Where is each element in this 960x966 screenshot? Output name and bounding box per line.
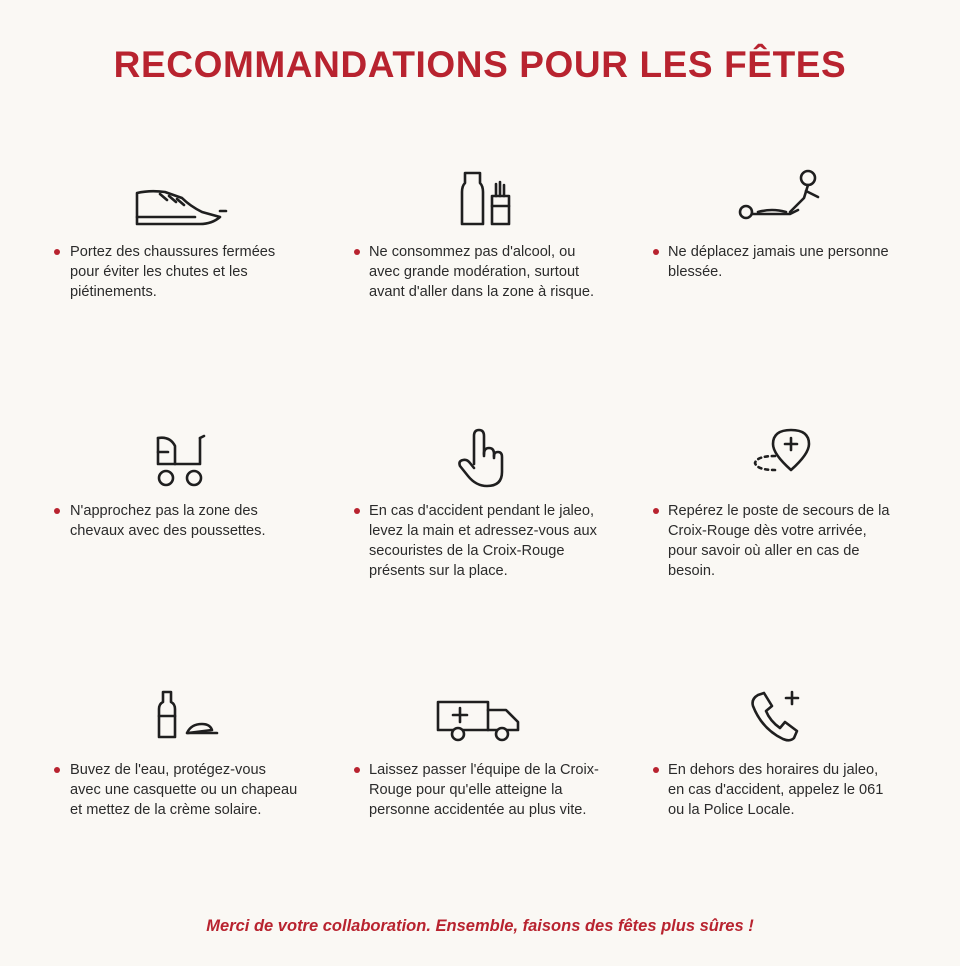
page-title: RECOMMANDATIONS POUR LES FÊTES [113, 44, 847, 85]
bullet [354, 249, 360, 255]
bullet [54, 508, 60, 514]
ambulance-icon [420, 684, 540, 754]
recommendation-text-first-aid-post: Repérez le poste de secours de la Croix-Rouge dès votre arrivée, pour savoir où aller en cas de besoin. [668, 503, 890, 579]
recommendation-text-shoes: Portez des chaussures fermées pour éviter les chutes et les piétinements. [70, 244, 276, 300]
recommendation-text-injured: Ne déplacez jamais une personne blessée. [668, 244, 889, 280]
recommendation-text-water: Buvez de l'eau, protégez-vous avec une casquette ou un chapeau et mettez de la crème solaire. [70, 762, 298, 818]
recommendation-text-phone: En dehors des horaires du jaleo, en cas d'accident, appelez le 061 ou la Police Locale. [668, 762, 884, 818]
shoe-icon [120, 172, 240, 242]
phone-plus-icon [720, 684, 840, 754]
bullet [354, 767, 360, 773]
raised-hand-icon [420, 424, 540, 494]
recommendation-text-alcohol: Ne consommez pas d'alcool, ou avec grande modération, surtout avant d'aller dans la zone à risque. [369, 244, 595, 300]
bullet [653, 508, 659, 514]
recommendation-text-ambulance: Laissez passer l'équipe de la Croix-Rouge pour qu'elle atteigne la personne accidentée au plus vite. [369, 762, 599, 818]
stroller-icon [120, 424, 240, 494]
recommendation-text-hand: En cas d'accident pendant le jaleo, levez la main et adressez-vous aux secouristes de la Croix-Rouge présents sur la place. [369, 503, 597, 579]
bullet [354, 508, 360, 514]
location-pin-plus-icon [735, 420, 855, 490]
water-bottle-cap-icon [130, 684, 250, 754]
bullet [54, 767, 60, 773]
bullet [653, 249, 659, 255]
footer-message: Merci de votre collaboration. Ensemble, faisons des fêtes plus sûres ! [206, 917, 754, 935]
bottles-icon [425, 168, 545, 238]
bullet [653, 767, 659, 773]
injured-person-icon [720, 166, 840, 236]
bullet [54, 249, 60, 255]
recommendation-text-stroller: N'approchez pas la zone des chevaux avec des poussettes. [70, 503, 266, 539]
